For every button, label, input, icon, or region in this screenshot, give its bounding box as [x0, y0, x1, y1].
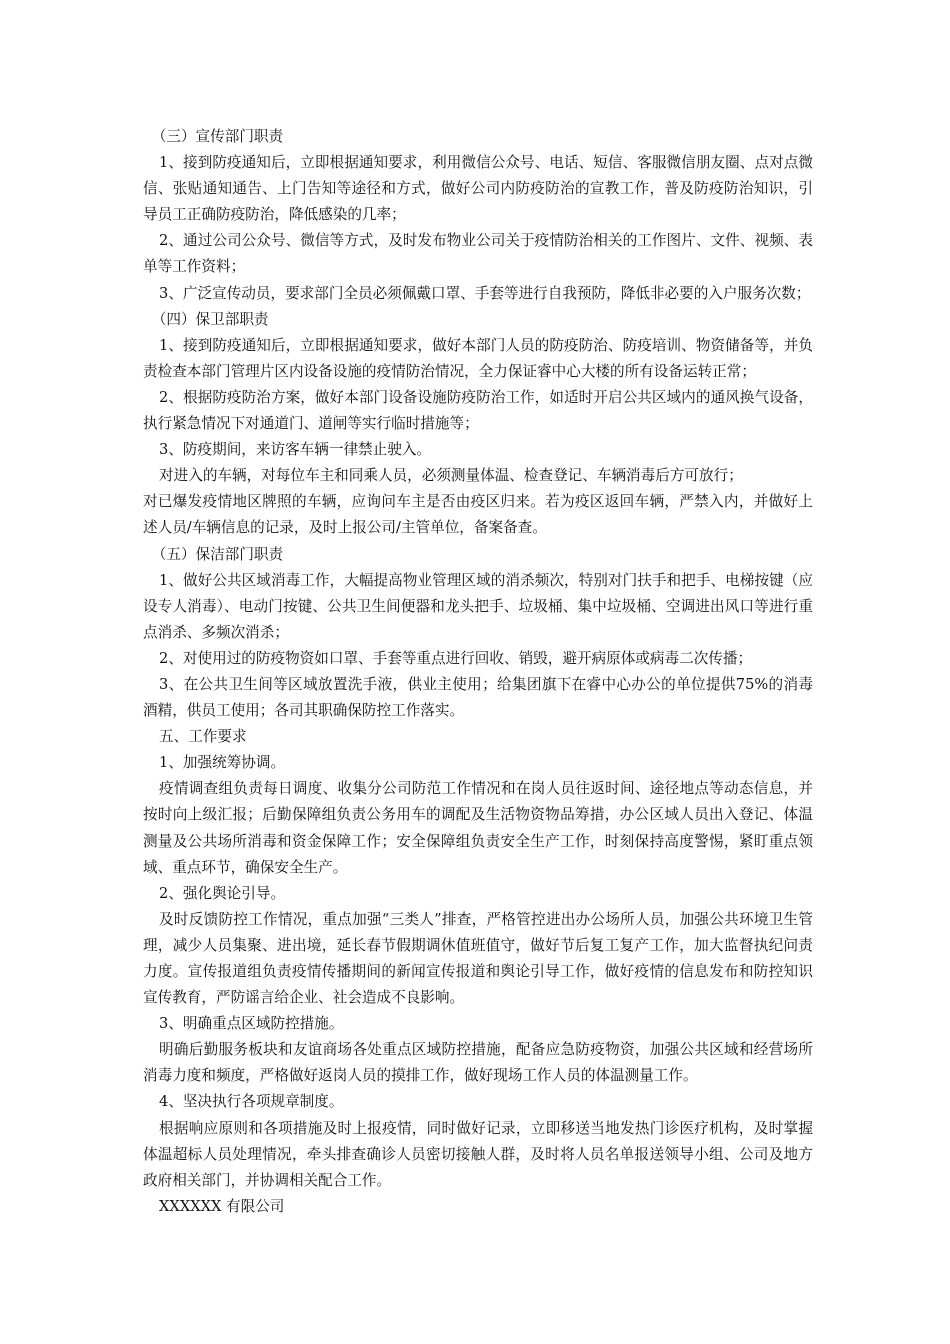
company-signature: XXXXXX 有限公司: [159, 1197, 285, 1215]
paragraph: 1、接到防疫通知后，立即根据通知要求，利用微信公众号、电话、短信、客服微信朋友圈、点对点微信、张贴通知通告、上门告知等途径和方式，做好公司内防疫防治的宣教工作，普及防疫防治知识，引导员工正确防疫防治，降低感染的几率；: [143, 154, 813, 224]
subheading: 4、坚决执行各项规章制度。: [159, 1093, 344, 1111]
paragraph: 疫情调查组负责每日调度、收集分公司防范工作情况和在岗人员往返时间、途径地点等动态信息，并按时向上级汇报；后勤保障组负责公务用车的调配及生活物资物品筹措，办公区域人员出入登记、体温测量及公共场所消毒和资金保障工作；安全保障组负责安全生产工作，时刻保持高度警惕，紧盯重点领域、重点环节，确保安全生产。: [143, 780, 813, 876]
paragraph: 明确后勤服务板块和友谊商场各处重点区域防控措施，配备应急防疫物资，加强公共区域和经营场所消毒力度和频度，严格做好返岗人员的摸排工作，做好现场工作人员的体温测量工作。: [143, 1041, 813, 1085]
section-heading-propaganda: （三）宣传部门职责: [151, 128, 284, 145]
subheading: 3、明确重点区域防控措施。: [159, 1015, 344, 1033]
document-body: [143, 124, 813, 1220]
paragraph: 对进入的车辆，对每位车主和同乘人员，必须测量体温、检查登记、车辆消毒后方可放行；: [159, 467, 743, 485]
subheading: 2、强化舆论引导。: [159, 884, 286, 902]
paragraph: 1、接到防疫通知后，立即根据通知要求，做好本部门人员的防疫防治、防疫培训、物资储备等，并负责检查本部门管理片区内设备设施的疫情防治情况，全力保证睿中心大楼的所有设备运转正常；: [143, 336, 813, 380]
paragraph: 及时反馈防控工作情况，重点加强“三类人”排查，严格管控进出办公场所人员，加强公共环境卫生管理，减少人员集聚、进出境，延长春节假期调休值班值守，做好节后复工复产工作，加大监督执纪问责力度。宣传报道组负责疫情传播期间的新闻宣传报道和舆论引导工作，做好疫情的信息发布和防控知识宣传教育，严防谣言给企业、社会造成不良影响。: [143, 910, 813, 1007]
section-heading-security: （四）保卫部职责: [151, 310, 269, 328]
paragraph: 根据响应原则和各项措施及时上报疫情，同时做好记录，立即移送当地发热门诊医疗机构，及时掌握体温超标人员处理情况，牵头排查确诊人员密切接触人群，及时将人员名单报送领导小组、公司及地方政府相关部门，并协调相关配合工作。: [143, 1119, 813, 1189]
section-heading-work-requirements: 五、工作要求: [159, 728, 247, 746]
paragraph: 3、广泛宣传动员，要求部门全员必须佩戴口罩、手套等进行自我预防，降低非必要的入户服务次数；: [159, 284, 811, 302]
section-heading-cleaning: （五）保洁部门职责: [151, 545, 284, 563]
subheading: 1、加强统筹协调。: [159, 754, 286, 772]
paragraph: 3、防疫期间，来访客车辆一律禁止驶入。: [159, 441, 432, 459]
paragraph: 2、对使用过的防疫物资如口罩、手套等重点进行回收、销毁，避开病原体或病毒二次传播；: [159, 649, 753, 667]
paragraph: 1、做好公共区域消毒工作，大幅提高物业管理区域的消杀频次，特别对门扶手和把手、电梯按键（应设专人消毒）、电动门按键、公共卫生间便器和龙头把手、垃圾桶、集中垃圾桶、空调进出风口等进行重点消杀、多频次消杀；: [143, 571, 813, 641]
paragraph: 对已爆发疫情地区牌照的车辆，应询问车主是否由疫区归来。若为疫区返回车辆，严禁入内，并做好上述人员/车辆信息的记录，及时上报公司/主管单位，备案备查。: [143, 493, 813, 537]
paragraph: 3、在公共卫生间等区域放置洗手液，供业主使用；给集团旗下在睿中心办公的单位提供75%的消毒酒精，供员工使用；各司其职确保防控工作落实。: [143, 675, 813, 720]
paragraph: 2、根据防疫防治方案，做好本部门设备设施防疫防治工作，如适时开启公共区域内的通风换气设备，执行紧急情况下对通道门、道闸等实行临时措施等；: [143, 388, 813, 433]
paragraph: 2、通过公司公众号、微信等方式，及时发布物业公司关于疫情防治相关的工作图片、文件、视频、表单等工作资料；: [143, 232, 813, 276]
